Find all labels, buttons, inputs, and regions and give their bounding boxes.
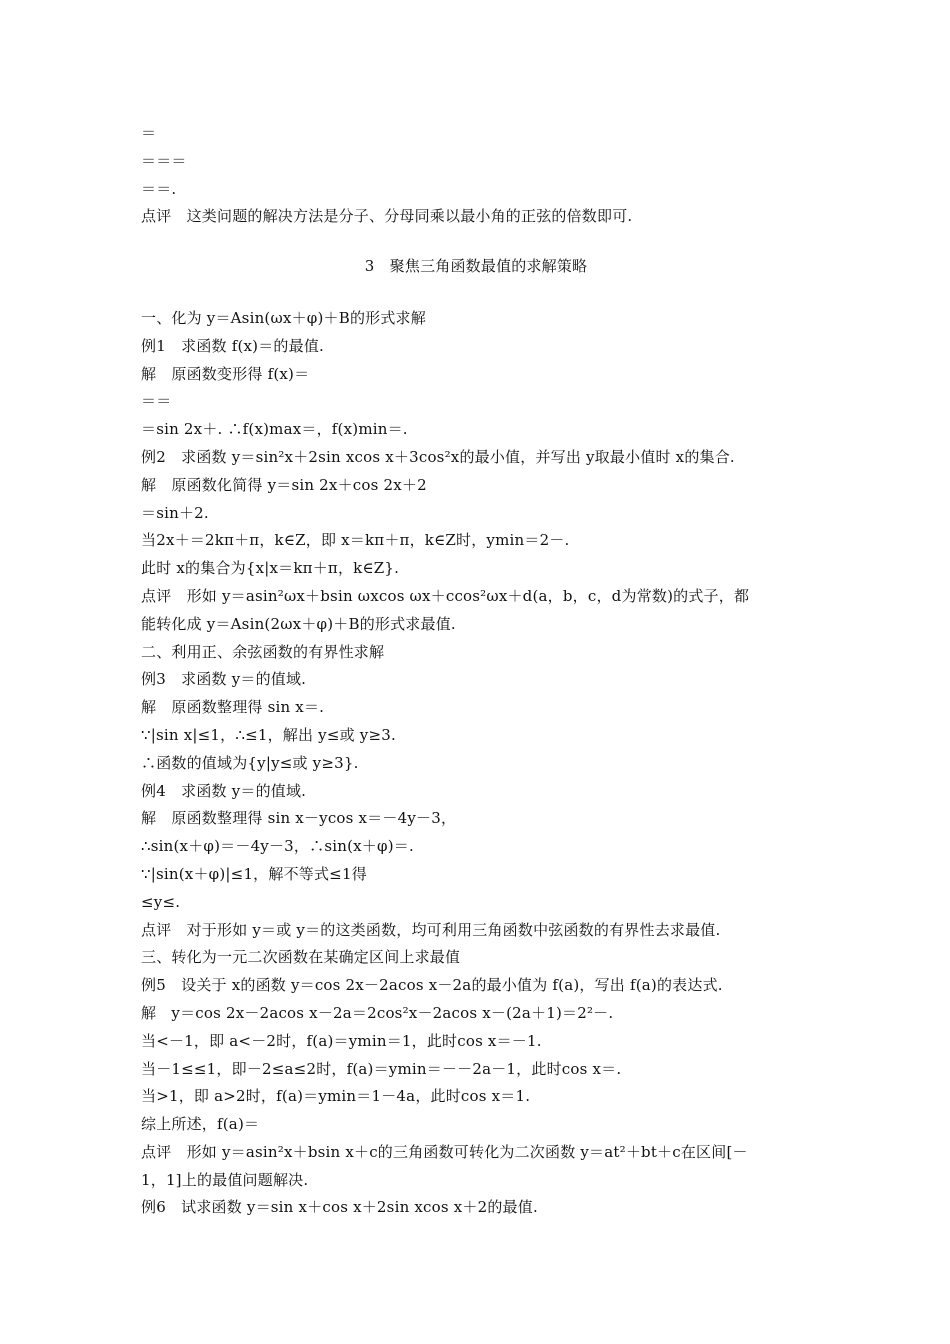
solution-line: 解 原函数化简得 y＝sin 2x＋cos 2x＋2 — [141, 475, 427, 494]
document-body — [141, 120, 811, 1222]
comment-line: 1，1]上的最值问题解决. — [141, 1170, 309, 1189]
subheading: 二、利用正、余弦函数的有界性求解 — [141, 642, 385, 661]
equation-line: ＝ — [141, 124, 157, 142]
example-line: 例2 求函数 y＝sin²x＋2sin xcos x＋3cos²x的最小值，并写出 y取最小值时 x的集合. — [141, 447, 735, 466]
equation-line: ＝＝. — [141, 179, 177, 198]
section-title: 3 聚焦三角函数最值的求解策略 — [364, 257, 588, 276]
example-line: 例1 求函数 f(x)＝的最值. — [141, 336, 324, 355]
subheading: 三、转化为一元二次函数在某确定区间上求最值 — [141, 948, 461, 967]
text-line: ∴函数的值域为{y|y≤或 y≥3}. — [141, 753, 359, 772]
text-line: ∵|sin x|≤1，∴≤1，解出 y≤或 y≥3. — [141, 725, 396, 744]
comment-line: 点评 形如 y＝asin²ωx＋bsin ωxcos ωx＋ccos²ωx＋d(a，b，c，d为常数)的式子，都 — [141, 586, 750, 605]
solution-line: 解 原函数整理得 sin x＝. — [141, 698, 325, 717]
example-line: 例6 试求函数 y＝sin x＋cos x＋2sin xcos x＋2的最值. — [141, 1198, 538, 1217]
subheading: 一、化为 y＝Asin(ωx＋φ)＋B的形式求解 — [141, 308, 426, 327]
comment-line: 点评 对于形如 y＝或 y＝的这类函数，均可利用三角函数中弦函数的有界性去求最值. — [141, 920, 721, 939]
text-line: 当<－1，即 a<－2时，f(a)＝ymin＝1，此时cos x＝－1. — [141, 1031, 542, 1050]
equation-line: ＝＝＝ — [141, 151, 187, 170]
equation-line: ＝＝ — [141, 392, 172, 411]
solution-line: 解 原函数整理得 sin x－ycos x＝－4y－3， — [141, 809, 457, 828]
comment-line: 能转化成 y＝Asin(2ωx＋φ)＋B的形式求最值. — [141, 614, 456, 633]
comment-line: 点评 形如 y＝asin²x＋bsin x＋c的三角函数可转化为二次函数 y＝at²＋bt＋c在区间[－ — [141, 1142, 748, 1161]
text-line: 综上所述，f(a)＝ — [141, 1115, 260, 1134]
example-line: 例3 求函数 y＝的值域. — [141, 670, 307, 689]
text-line: 当2x＋＝2kπ＋π，k∈Z，即 x＝kπ＋π，k∈Z时，ymin＝2－. — [141, 531, 570, 550]
text-line: 当>1，即 a>2时，f(a)＝ymin＝1－4a，此时cos x＝1. — [141, 1087, 531, 1106]
text-line: ≤y≤. — [141, 892, 181, 911]
comment-line: 点评 这类问题的解决方法是分子、分母同乘以最小角的正弦的倍数即可. — [141, 207, 633, 226]
text-line: ∵|sin(x＋φ)|≤1，解不等式≤1得 — [141, 864, 367, 883]
solution-line: 解 原函数变形得 f(x)＝ — [141, 364, 310, 383]
text-line: ∴sin(x＋φ)＝－4y－3，∴sin(x＋φ)＝. — [141, 837, 414, 856]
example-line: 例4 求函数 y＝的值域. — [141, 781, 307, 800]
example-line: 例5 设关于 x的函数 y＝cos 2x－2acos x－2a的最小值为 f(a)，写出 f(a)的表达式. — [141, 976, 723, 995]
text-line: 当－1≤≤1，即－2≤a≤2时，f(a)＝ymin＝－－2a－1，此时cos x＝. — [141, 1059, 622, 1078]
equation-line: ＝sin 2x＋. ∴f(x)max＝，f(x)min＝. — [141, 420, 408, 439]
text-line: 此时 x的集合为{x|x＝kπ＋π，k∈Z}. — [141, 559, 400, 578]
equation-line: ＝sin＋2. — [141, 503, 209, 522]
solution-line: 解 y＝cos 2x－2acos x－2a＝2cos²x－2acos x－(2a＋1)＝2²－. — [141, 1003, 614, 1022]
